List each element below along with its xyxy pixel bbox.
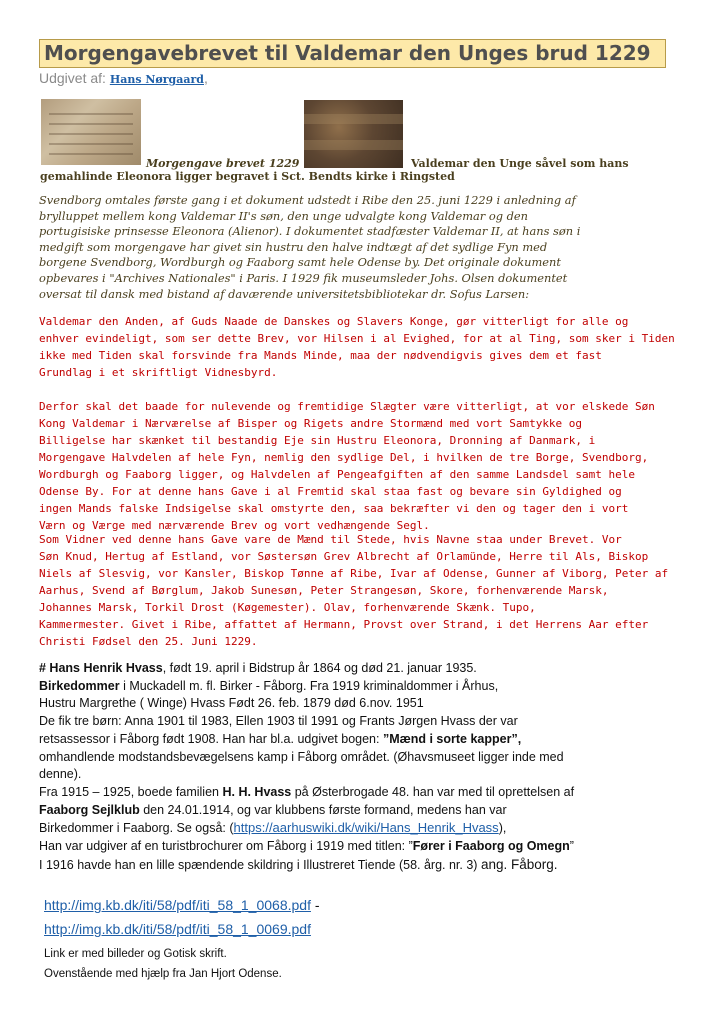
letter-line: ingen Mands falske Indsigelse skal omstyrte den, saa bekræfter vi den og tager den i vort: [39, 502, 629, 515]
letter-line: Valdemar den Anden, af Guds Naade de Danskes og Slavers Konge, gør vitterligt for alle og: [39, 315, 629, 328]
note-line: Ovenstående med hjælp fra Jan Hjort Odense.: [44, 968, 282, 980]
bio-text: den 24.01.1914, og var klubbens første formand, medens han var: [139, 802, 507, 817]
document-text-line: [49, 143, 133, 145]
biography-section: [39, 660, 679, 874]
letter-line: Derfor skal det baade for nulevende og fremtidige Slægter være vitterligt, at vor elskede Søn: [39, 400, 655, 413]
letter-line: Kong Valdemar i Nærværelse af Bisper og Rigets andre Stormænd med vort Samtykke og: [39, 417, 583, 430]
bio-text: på Østerbrogade 48. han var med til oprettelsen af: [291, 784, 575, 799]
bio-name: # Hans Henrik Hvass: [39, 661, 163, 675]
brochure-title: Fører i Faaborg og Omegn: [412, 839, 570, 854]
pdf-link-row: [44, 893, 320, 917]
letter-line: Odense By. For at denne hans Gave i al Fremtid skal staa fast og bevare sin Gyldighed og: [39, 485, 622, 498]
intro-line: opbevares i "Archives Nationales" i Paris. I 1929 fik museumsleder Johs. Olsen dokumentet: [39, 270, 568, 285]
letter-line: Wordburgh og Faaborg ligger, og Halvdelen af Pengeafgiften af den samme Landsdel samt hele: [39, 468, 636, 481]
letter-line: Aarhus, Svend af Børglum, Jakob Sunesøn, Peter Strangesøn, Skore, forhenværende Marsk,: [39, 584, 609, 597]
bio-line: De fik tre børn: Anna 1901 til 1983, Ellen 1903 til 1991 og Frants Jørgen Hvass der var: [39, 714, 518, 729]
pdf-links: [44, 893, 320, 941]
document-text-line: [49, 123, 133, 125]
intro-line: Svendborg omtales første gang i et dokument udstedt i Ribe den 25. juni 1229 i anledning af: [39, 193, 576, 207]
bio-text: ),: [498, 821, 507, 836]
bio-line: [39, 731, 679, 749]
page-title: Morgengavebrevet til Valdemar den Unges brud 1229: [39, 39, 666, 68]
bio-text: retsassessor i Fåborg født 1908. Han har bl.a. udgivet bogen:: [39, 731, 383, 746]
image-detail: [304, 140, 403, 150]
pdf-link-0069[interactable]: http://img.kb.dk/iti/58/pdf/iti_58_1_0069.pdf: [44, 921, 311, 937]
bio-line: [39, 856, 679, 875]
letter-paragraph-3: [39, 531, 679, 650]
bio-bold: Birkedommer: [39, 678, 120, 693]
letter-line: ikke med Tiden skal forsvinde fra Mands Minde, maa der nødvendigvis gives dem et fast: [39, 349, 602, 362]
image-caption-tomb-cont: gemahlinde Eleonora ligger begravet i Sct. Bendts kirke i Ringsted: [40, 170, 455, 183]
letter-line: Billigelse har skænket til bestandig Eje sin Hustru Eleonora, Dronning af Danmark, i: [39, 434, 596, 447]
letter-line: Johannes Marsk, Torkil Drost (Køgemester). Olav, forhenværende Skænk. Tupo,: [39, 601, 536, 614]
intro-line: portugisiske prinsesse Eleonora (Alienor). I dokumentet stadfæster Valdemar II, at hans søn i: [39, 224, 581, 239]
bio-line: omhandlende modstandsbevægelsens kamp i Fåborg området. (Øhavsmuseet ligger inde med: [39, 749, 564, 764]
bio-line: [39, 660, 679, 678]
letter-line: Kammermester. Givet i Ribe, affattet af Hermann, Provst over Strand, i det Herrens Aar efter: [39, 618, 649, 631]
document-text-line: [49, 133, 133, 135]
bio-line: [39, 819, 679, 838]
bio-text: Fra 1915 – 1925, boede familien: [39, 784, 223, 799]
bio-text: i Muckadell m. fl. Birker - Fåborg. Fra 1919 kriminaldommer i Århus,: [119, 678, 499, 693]
bio-text: ang. Fåborg.: [480, 856, 558, 872]
document-text-line: [49, 113, 133, 115]
image-caption-letter: Morgengave brevet 1229: [146, 157, 300, 170]
publisher-label: Udgivet af:: [39, 70, 106, 86]
image-caption-tomb: Valdemar den Unge såvel som hans: [411, 157, 629, 170]
letter-line: Som Vidner ved denne hans Gave vare de Mænd til Stede, hvis Navne staa under Brevet. Vor: [39, 533, 622, 546]
document-text-line: [49, 153, 133, 155]
bio-text: Han var udgiver af en turistbrochurer om Fåborg i 1919 med titlen: ”: [39, 839, 413, 854]
letter-line: Søn Knud, Hertug af Estland, vor Søstersøn Grev Albrecht af Orlamünde, Herre til Als, Biskop: [39, 550, 649, 563]
letter-line: enhver evindeligt, som ser dette Brev, vor Hilsen i al Evighed, for at al Ting, som sker i Tiden: [39, 332, 675, 345]
bio-text: ”: [569, 839, 574, 854]
intro-line: brylluppet mellem kong Valdemar II's søn, den unge udvalgte kong Valdemar og den: [39, 208, 528, 223]
bio-line: Hustru Margrethe ( Winge) Hvass Født 26. feb. 1879 død 6.nov. 1951: [39, 696, 424, 711]
book-title: ”Mænd i sorte kapper”,: [382, 731, 522, 746]
aarhuswiki-link[interactable]: https://aarhuswiki.dk/wiki/Hans_Henrik_Hvass: [233, 820, 499, 836]
publisher-link[interactable]: Hans Nørgaard: [109, 73, 204, 86]
letter-line: Christi Fødsel den 25. Juni 1229.: [39, 635, 258, 648]
bio-line: denne).: [39, 767, 82, 782]
letter-line: Grundlag i et skriftligt Vidnesbyrd.: [39, 366, 278, 379]
publisher-line: [39, 70, 208, 86]
bio-line: [39, 784, 679, 802]
intro-line: borgene Svendborg, Wordburgh og Faaborg samt hele Odense by. Det originale dokument: [39, 255, 561, 270]
bio-line: [39, 838, 679, 856]
tomb-image: [304, 100, 403, 168]
note-line: Link er med billeder og Gotisk skrift.: [44, 948, 227, 960]
intro-line: medgift som morgengave har givet sin hustru den halve indtægt af det sydlige Fyn med: [39, 239, 548, 254]
letter-paragraph-2: [39, 398, 679, 534]
intro-paragraph: [39, 193, 675, 302]
intro-line: oversat til dansk med bistand af daværende universitetsbibliotekar dr. Sofus Larsen:: [39, 286, 530, 301]
bio-line: [39, 678, 679, 696]
image-detail: [304, 114, 403, 124]
notes-section: [44, 944, 282, 984]
bio-line: [39, 802, 679, 820]
letter-line: Værn og Værge med nærværende Brev og vort vedhængende Segl.: [39, 519, 430, 532]
bio-text: I 1916 havde han en lille spændende skildring i Illustreret Tiende (58. årg. nr. 3): [39, 857, 481, 872]
letter-line: Niels af Slesvig, vor Kansler, Biskop Tønne af Ribe, Ivar af Odense, Gunner af Viborg, Peter af: [39, 567, 669, 580]
letter-paragraph-1: [39, 313, 679, 381]
bio-text: Birkedommer i Faaborg. Se også: (: [39, 821, 234, 836]
publisher-suffix: ,: [204, 70, 208, 86]
pdf-link-0068[interactable]: http://img.kb.dk/iti/58/pdf/iti_58_1_0068.pdf: [44, 897, 311, 913]
bio-bold: H. H. Hvass: [222, 784, 292, 799]
morgengave-letter-image: [41, 99, 141, 165]
letter-line: Morgengave Halvdelen af hele Fyn, nemlig den sydlige Del, i hvilken de tre Borge, Svendborg,: [39, 451, 649, 464]
club-name: Faaborg Sejlklub: [39, 802, 140, 817]
link-separator: -: [310, 897, 320, 913]
bio-text: , født 19. april i Bidstrup år 1864 og død 21. januar 1935.: [162, 661, 477, 675]
pdf-link-row: [44, 917, 320, 941]
